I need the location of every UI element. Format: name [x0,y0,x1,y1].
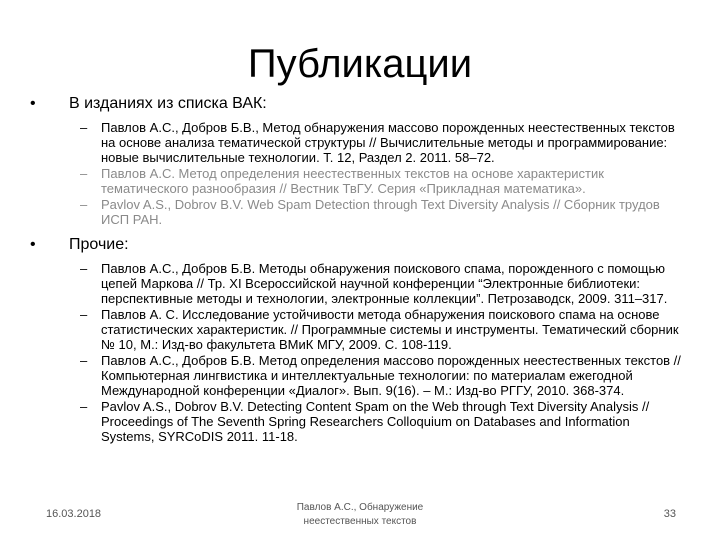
dash-icon: – [80,261,88,276]
dash-icon: – [80,120,88,135]
publication-item [30,261,682,306]
publication-item [30,120,682,165]
page-number: 33 [663,508,676,520]
publication-text: Павлов А.С., Добров Б.В. Методы обнаружения поискового спама, порожденного с помощью цепей Маркова // Тр. XI Всероссийской научной конференции “Электронные библиотеки: перспективные методы и технологии, электронные коллекции”. Петрозаводск, 2009. 311–317. [101,261,668,306]
footer-caption [260,501,460,529]
publication-list [30,261,682,444]
publication-text: Pavlov A.S., Dobrov B.V. Detecting Content Spam on the Web through Text Diversity Analysis // Proceedings of The Seventh Spring Researchers Colloquium on Databases and Information Systems, SYRCoDIS 2011. 11-18. [101,399,650,444]
section-heading [30,94,682,114]
dash-icon: – [80,399,88,414]
publication-item [30,399,682,444]
publication-text: Павлов А. С. Исследование устойчивости метода обнаружения поискового спама на основе статистических характеристик. // Программные системы и инструменты. Тематический сборник № 10, М.: Изд-во факультета ВМиК МГУ, 2009. С. 108-119. [101,307,679,352]
slide-title: Публикации [247,42,473,86]
section-heading [30,235,682,255]
section-vak [30,94,682,227]
publication-item [30,166,682,196]
publication-text: Павлов А.С. Метод определения неестественных текстов на основе характеристик тематического разнообразия // Вестник ТвГУ. Серия «Прикладная математика». [101,166,604,196]
dash-icon: – [80,166,88,181]
publication-text: Павлов А.С., Добров Б.В. Метод определения массово порожденных неестественных текстов // Компьютерная лингвистика и интеллектуальные технологии: по материалам ежегодной Международной конференции «Диалог». Вып. 9(16). – М.: Изд-во РГГУ, 2010. 368-374. [101,353,681,398]
dash-icon: – [80,307,88,322]
footer-caption-line: Павлов А.С., Обнаружение [296,502,424,513]
publication-item [30,307,682,352]
dash-icon: – [80,197,88,212]
footer-caption-line: неестественных текстов [303,516,417,527]
publication-text: Павлов А.С., Добров Б.В., Метод обнаружения массово порожденных неестественных текстов на основе анализа тематической структуры // Вычислительные методы и программирование: новые вычислительные технологии. Т. 12, Раздел 2. 2011. 58–72. [101,120,675,165]
publication-text: Pavlov A.S., Dobrov B.V. Web Spam Detection through Text Diversity Analysis // Сборник трудов ИСП РАН. [101,197,660,227]
slide-content [30,94,682,452]
publication-item [30,197,682,227]
bullet-icon: • [30,236,36,253]
dash-icon: – [80,353,88,368]
footer-date: 16.03.2018 [46,508,102,520]
section-other [30,235,682,444]
section-heading-text: Прочие: [69,236,129,253]
section-heading-text: В изданиях из списка ВАК: [69,95,267,112]
publication-list [30,120,682,227]
bullet-icon: • [30,95,36,112]
publication-item [30,353,682,398]
